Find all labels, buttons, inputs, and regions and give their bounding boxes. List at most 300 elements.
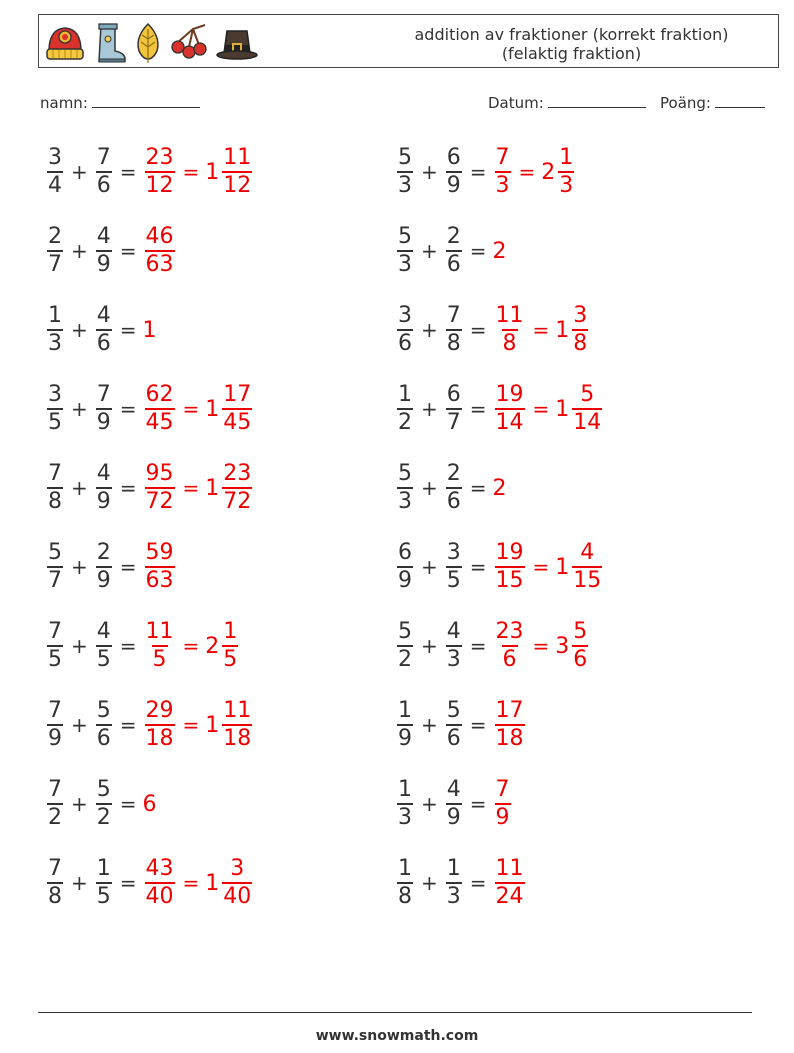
equals-sign: =: [182, 476, 200, 500]
numerator: 6: [446, 145, 461, 170]
plus-sign: +: [71, 713, 88, 737]
date-field: [488, 93, 646, 112]
problem-18: [395, 772, 513, 836]
answer-improper-fraction: [495, 698, 525, 752]
addend-2-fraction: [446, 224, 462, 278]
mixed-fraction-part: [222, 461, 252, 515]
problem-20: [395, 851, 527, 915]
numerator: 7: [495, 145, 510, 170]
mixed-whole-part: 1: [555, 317, 570, 343]
answer-improper-fraction: [145, 698, 175, 752]
header-icons: [43, 21, 259, 65]
addend-2-fraction: [96, 777, 112, 831]
problem-15: [45, 693, 254, 757]
numerator: 17: [223, 382, 252, 407]
plus-sign: +: [71, 476, 88, 500]
winter-hat-icon: [43, 21, 87, 65]
pilgrim-hat-icon: [215, 21, 259, 65]
numerator: 7: [96, 382, 111, 407]
equals-sign: =: [532, 634, 550, 658]
addend-1-fraction: [397, 303, 413, 357]
denominator: 3: [398, 805, 412, 830]
numerator: 3: [230, 856, 245, 881]
denominator: 15: [495, 568, 524, 593]
worksheet-title: [369, 25, 774, 63]
numerator: 59: [145, 540, 174, 565]
answer: [143, 382, 255, 436]
addend-1-fraction: [397, 856, 413, 910]
denominator: 40: [145, 884, 174, 909]
addend-1-fraction: [397, 698, 413, 752]
addend-2-fraction: [96, 224, 112, 278]
plus-sign: +: [421, 397, 438, 421]
numerator: 5: [573, 619, 588, 644]
equals-sign: =: [119, 871, 137, 895]
equals-sign: =: [469, 634, 487, 658]
denominator: 6: [96, 331, 111, 356]
mixed-whole-part: 2: [205, 633, 220, 659]
numerator: 4: [96, 224, 111, 249]
denominator: 7: [446, 410, 461, 435]
numerator: 23: [145, 145, 174, 170]
answer: [143, 619, 241, 673]
denominator: 24: [495, 884, 524, 909]
numerator: 2: [446, 224, 461, 249]
numerator: 2: [446, 461, 461, 486]
numerator: 7: [48, 619, 62, 644]
answer-improper-fraction: [145, 461, 175, 515]
numerator: 4: [446, 777, 461, 802]
equals-sign: =: [469, 713, 487, 737]
problem-16: [395, 693, 527, 757]
plus-sign: +: [71, 160, 88, 184]
date-label: Datum:: [488, 94, 544, 112]
numerator: 5: [580, 382, 595, 407]
denominator: 5: [48, 410, 62, 435]
addend-2-fraction: [96, 619, 112, 673]
answer-improper-fraction: [495, 856, 525, 910]
numerator: 95: [145, 461, 174, 486]
numerator: 1: [398, 698, 412, 723]
numerator: 62: [145, 382, 174, 407]
numerator: 2: [96, 540, 111, 565]
numerator: 4: [446, 619, 461, 644]
equals-sign: =: [469, 476, 487, 500]
plus-sign: +: [421, 476, 438, 500]
denominator: 6: [446, 726, 461, 751]
problem-13: [45, 614, 240, 678]
numerator: 11: [145, 619, 174, 644]
answer-improper-fraction: [495, 777, 511, 831]
answer: [493, 476, 508, 501]
plus-sign: +: [71, 239, 88, 263]
equals-sign: =: [469, 555, 487, 579]
equals-sign: =: [469, 318, 487, 342]
numerator: 4: [580, 540, 595, 565]
denominator: 5: [96, 884, 111, 909]
numerator: 19: [495, 382, 524, 407]
equals-sign: =: [119, 397, 137, 421]
denominator: 6: [96, 726, 111, 751]
yellow-leaf-icon: [133, 21, 163, 65]
equals-sign: =: [182, 634, 200, 658]
denominator: 63: [145, 252, 174, 277]
answer: [493, 777, 513, 831]
equals-sign: =: [469, 160, 487, 184]
answer-improper-fraction: [145, 856, 175, 910]
addend-1-fraction: [397, 145, 413, 199]
equals-sign: =: [119, 160, 137, 184]
equals-sign: =: [182, 397, 200, 421]
numerator: 3: [48, 382, 62, 407]
numerator: 11: [223, 145, 252, 170]
mixed-whole-part: 1: [205, 159, 220, 185]
numerator: 5: [96, 698, 111, 723]
denominator: 8: [446, 331, 461, 356]
addend-1-fraction: [397, 777, 413, 831]
denominator: 4: [48, 173, 62, 198]
denominator: 9: [96, 489, 111, 514]
plus-sign: +: [71, 397, 88, 421]
numerator: 7: [495, 777, 510, 802]
answer-improper-fraction: [495, 540, 525, 594]
numerator: 5: [398, 619, 412, 644]
problem-14: [395, 614, 590, 678]
numerator: 29: [145, 698, 174, 723]
numerator: 1: [223, 619, 238, 644]
denominator: 3: [559, 173, 574, 198]
denominator: 5: [96, 647, 111, 672]
problem-12: [395, 535, 604, 599]
addend-1-fraction: [47, 382, 63, 436]
numerator: 5: [398, 461, 412, 486]
numerator: 1: [446, 856, 461, 881]
numerator: 4: [96, 303, 111, 328]
addend-1-fraction: [397, 382, 413, 436]
numerator: 46: [145, 224, 174, 249]
addend-2-fraction: [446, 382, 462, 436]
numerator: 1: [96, 856, 111, 881]
problem-1: [45, 140, 254, 204]
addend-2-fraction: [96, 698, 112, 752]
mixed-fraction-part: [222, 145, 252, 199]
addend-2-fraction: [446, 145, 462, 199]
addend-1-fraction: [47, 540, 63, 594]
answer: [143, 145, 255, 199]
problem-3: [45, 219, 177, 283]
equals-sign: =: [532, 397, 550, 421]
answer-improper-fraction: [145, 382, 175, 436]
denominator: 9: [96, 252, 111, 277]
numerator: 19: [495, 540, 524, 565]
answer-whole-number: 2: [492, 475, 507, 501]
name-field: [40, 93, 200, 112]
equals-sign: =: [518, 160, 536, 184]
mixed-whole-part: 1: [205, 396, 220, 422]
addend-1-fraction: [47, 145, 63, 199]
denominator: 6: [502, 647, 517, 672]
mixed-fraction-part: [222, 698, 252, 752]
equals-sign: =: [119, 713, 137, 737]
numerator: 7: [48, 461, 62, 486]
answer: [493, 382, 605, 436]
numerator: 6: [446, 382, 461, 407]
plus-sign: +: [71, 555, 88, 579]
denominator: 6: [96, 173, 111, 198]
rain-boot-icon: [93, 21, 127, 65]
mixed-fraction-part: [222, 382, 252, 436]
denominator: 9: [96, 410, 111, 435]
mixed-whole-part: 1: [555, 554, 570, 580]
numerator: 7: [48, 856, 62, 881]
denominator: 12: [145, 173, 174, 198]
problem-8: [395, 377, 604, 441]
numerator: 11: [495, 303, 524, 328]
answer: [493, 540, 605, 594]
mixed-fraction-part: [572, 540, 602, 594]
numerator: 4: [96, 619, 111, 644]
answer-improper-fraction: [495, 382, 525, 436]
denominator: 9: [398, 568, 412, 593]
numerator: 23: [495, 619, 524, 644]
numerator: 11: [495, 856, 524, 881]
numerator: 5: [398, 224, 412, 249]
plus-sign: +: [71, 634, 88, 658]
problem-11: [45, 535, 177, 599]
equals-sign: =: [182, 871, 200, 895]
denominator: 14: [573, 410, 602, 435]
denominator: 9: [96, 568, 111, 593]
answer: [143, 540, 177, 594]
numerator: 3: [48, 145, 62, 170]
denominator: 45: [223, 410, 252, 435]
denominator: 2: [398, 410, 412, 435]
answer: [143, 856, 255, 910]
answer: [493, 239, 508, 264]
equals-sign: =: [119, 239, 137, 263]
plus-sign: +: [71, 871, 88, 895]
equals-sign: =: [469, 792, 487, 816]
addend-2-fraction: [96, 540, 112, 594]
answer: [493, 145, 577, 199]
answer: [143, 224, 177, 278]
denominator: 9: [495, 805, 510, 830]
denominator: 3: [398, 173, 412, 198]
numerator: 5: [446, 698, 461, 723]
numerator: 5: [48, 540, 62, 565]
title-line-2: (felaktig fraktion): [501, 44, 642, 63]
addend-1-fraction: [397, 540, 413, 594]
addend-2-fraction: [96, 145, 112, 199]
answer-improper-fraction: [145, 540, 175, 594]
equals-sign: =: [182, 713, 200, 737]
denominator: 5: [446, 568, 461, 593]
problem-6: [395, 298, 590, 362]
denominator: 9: [446, 805, 461, 830]
numerator: 5: [96, 777, 111, 802]
denominator: 18: [495, 726, 524, 751]
mixed-fraction-part: [558, 145, 574, 199]
numerator: 3: [573, 303, 588, 328]
equals-sign: =: [182, 160, 200, 184]
score-blank[interactable]: [715, 93, 765, 108]
denominator: 5: [223, 647, 238, 672]
denominator: 5: [152, 647, 167, 672]
denominator: 8: [502, 331, 517, 356]
plus-sign: +: [421, 713, 438, 737]
equals-sign: =: [469, 397, 487, 421]
mixed-whole-part: 1: [205, 870, 220, 896]
name-label: namn:: [40, 94, 88, 112]
denominator: 3: [48, 331, 62, 356]
numerator: 23: [223, 461, 252, 486]
answer-improper-fraction: [145, 224, 175, 278]
answer-whole-number: 6: [142, 791, 157, 817]
denominator: 9: [446, 173, 461, 198]
numerator: 11: [223, 698, 252, 723]
problem-5: [45, 298, 158, 362]
addend-2-fraction: [446, 777, 462, 831]
addend-2-fraction: [446, 461, 462, 515]
answer: [493, 303, 591, 357]
answer-improper-fraction: [495, 619, 525, 673]
numerator: 1: [559, 145, 574, 170]
mixed-fraction-part: [222, 856, 252, 910]
plus-sign: +: [71, 318, 88, 342]
denominator: 8: [48, 489, 62, 514]
addend-1-fraction: [397, 224, 413, 278]
problem-10: [395, 456, 508, 520]
addend-1-fraction: [47, 461, 63, 515]
footer-divider: [38, 1012, 752, 1013]
problem-4: [395, 219, 508, 283]
plus-sign: +: [421, 318, 438, 342]
plus-sign: +: [421, 792, 438, 816]
denominator: 3: [398, 252, 412, 277]
addend-1-fraction: [397, 619, 413, 673]
addend-1-fraction: [47, 303, 63, 357]
denominator: 7: [48, 568, 62, 593]
equals-sign: =: [532, 555, 550, 579]
plus-sign: +: [421, 634, 438, 658]
denominator: 9: [398, 726, 412, 751]
mixed-whole-part: 2: [541, 159, 556, 185]
answer-improper-fraction: [145, 145, 175, 199]
addend-1-fraction: [47, 777, 63, 831]
numerator: 5: [398, 145, 412, 170]
answer-whole-number: 2: [492, 238, 507, 264]
addend-2-fraction: [96, 856, 112, 910]
addend-2-fraction: [96, 461, 112, 515]
addend-1-fraction: [397, 461, 413, 515]
denominator: 3: [446, 647, 461, 672]
denominator: 3: [446, 884, 461, 909]
plus-sign: +: [421, 160, 438, 184]
numerator: 1: [398, 856, 412, 881]
denominator: 8: [573, 331, 588, 356]
numerator: 7: [446, 303, 461, 328]
denominator: 18: [223, 726, 252, 751]
numerator: 43: [145, 856, 174, 881]
denominator: 9: [48, 726, 62, 751]
score-label: Poäng:: [660, 94, 711, 112]
mixed-whole-part: 1: [205, 712, 220, 738]
plus-sign: +: [421, 239, 438, 263]
numerator: 17: [495, 698, 524, 723]
numerator: 1: [398, 382, 412, 407]
addend-1-fraction: [47, 856, 63, 910]
addend-1-fraction: [47, 224, 63, 278]
numerator: 3: [446, 540, 461, 565]
denominator: 15: [573, 568, 602, 593]
equals-sign: =: [119, 634, 137, 658]
title-line-1: addition av fraktioner (korrekt fraktion): [414, 25, 729, 44]
denominator: 5: [48, 647, 62, 672]
mixed-fraction-part: [572, 303, 588, 357]
score-field: [660, 93, 765, 112]
denominator: 2: [398, 647, 412, 672]
plus-sign: +: [71, 792, 88, 816]
denominator: 72: [145, 489, 174, 514]
denominator: 18: [145, 726, 174, 751]
answer: [143, 698, 255, 752]
equals-sign: =: [119, 476, 137, 500]
equals-sign: =: [119, 555, 137, 579]
numerator: 1: [48, 303, 62, 328]
addend-1-fraction: [47, 698, 63, 752]
problem-2: [395, 140, 576, 204]
numerator: 4: [96, 461, 111, 486]
cherries-icon: [169, 21, 209, 65]
denominator: 72: [223, 489, 252, 514]
denominator: 40: [223, 884, 252, 909]
denominator: 45: [145, 410, 174, 435]
addend-2-fraction: [96, 303, 112, 357]
denominator: 2: [48, 805, 62, 830]
problem-9: [45, 456, 254, 520]
answer: [493, 856, 527, 910]
problem-19: [45, 851, 254, 915]
answer-improper-fraction: [495, 303, 525, 357]
mixed-whole-part: 1: [555, 396, 570, 422]
equals-sign: =: [469, 239, 487, 263]
worksheet-header: [38, 14, 779, 68]
numerator: 7: [48, 698, 62, 723]
footer-url: www.snowmath.com: [315, 1028, 479, 1044]
denominator: 7: [48, 252, 62, 277]
name-blank[interactable]: [92, 93, 200, 108]
addend-2-fraction: [446, 856, 462, 910]
answer: [143, 792, 158, 817]
answer: [143, 318, 158, 343]
denominator: 8: [398, 884, 412, 909]
denominator: 8: [48, 884, 62, 909]
addend-2-fraction: [446, 619, 462, 673]
date-blank[interactable]: [548, 93, 646, 108]
numerator: 6: [398, 540, 412, 565]
equals-sign: =: [532, 318, 550, 342]
problem-7: [45, 377, 254, 441]
numerator: 1: [398, 777, 412, 802]
denominator: 6: [446, 252, 461, 277]
answer-improper-fraction: [145, 619, 175, 673]
equals-sign: =: [119, 318, 137, 342]
denominator: 6: [446, 489, 461, 514]
answer: [493, 698, 527, 752]
denominator: 6: [573, 647, 588, 672]
plus-sign: +: [421, 555, 438, 579]
mixed-fraction-part: [572, 382, 602, 436]
